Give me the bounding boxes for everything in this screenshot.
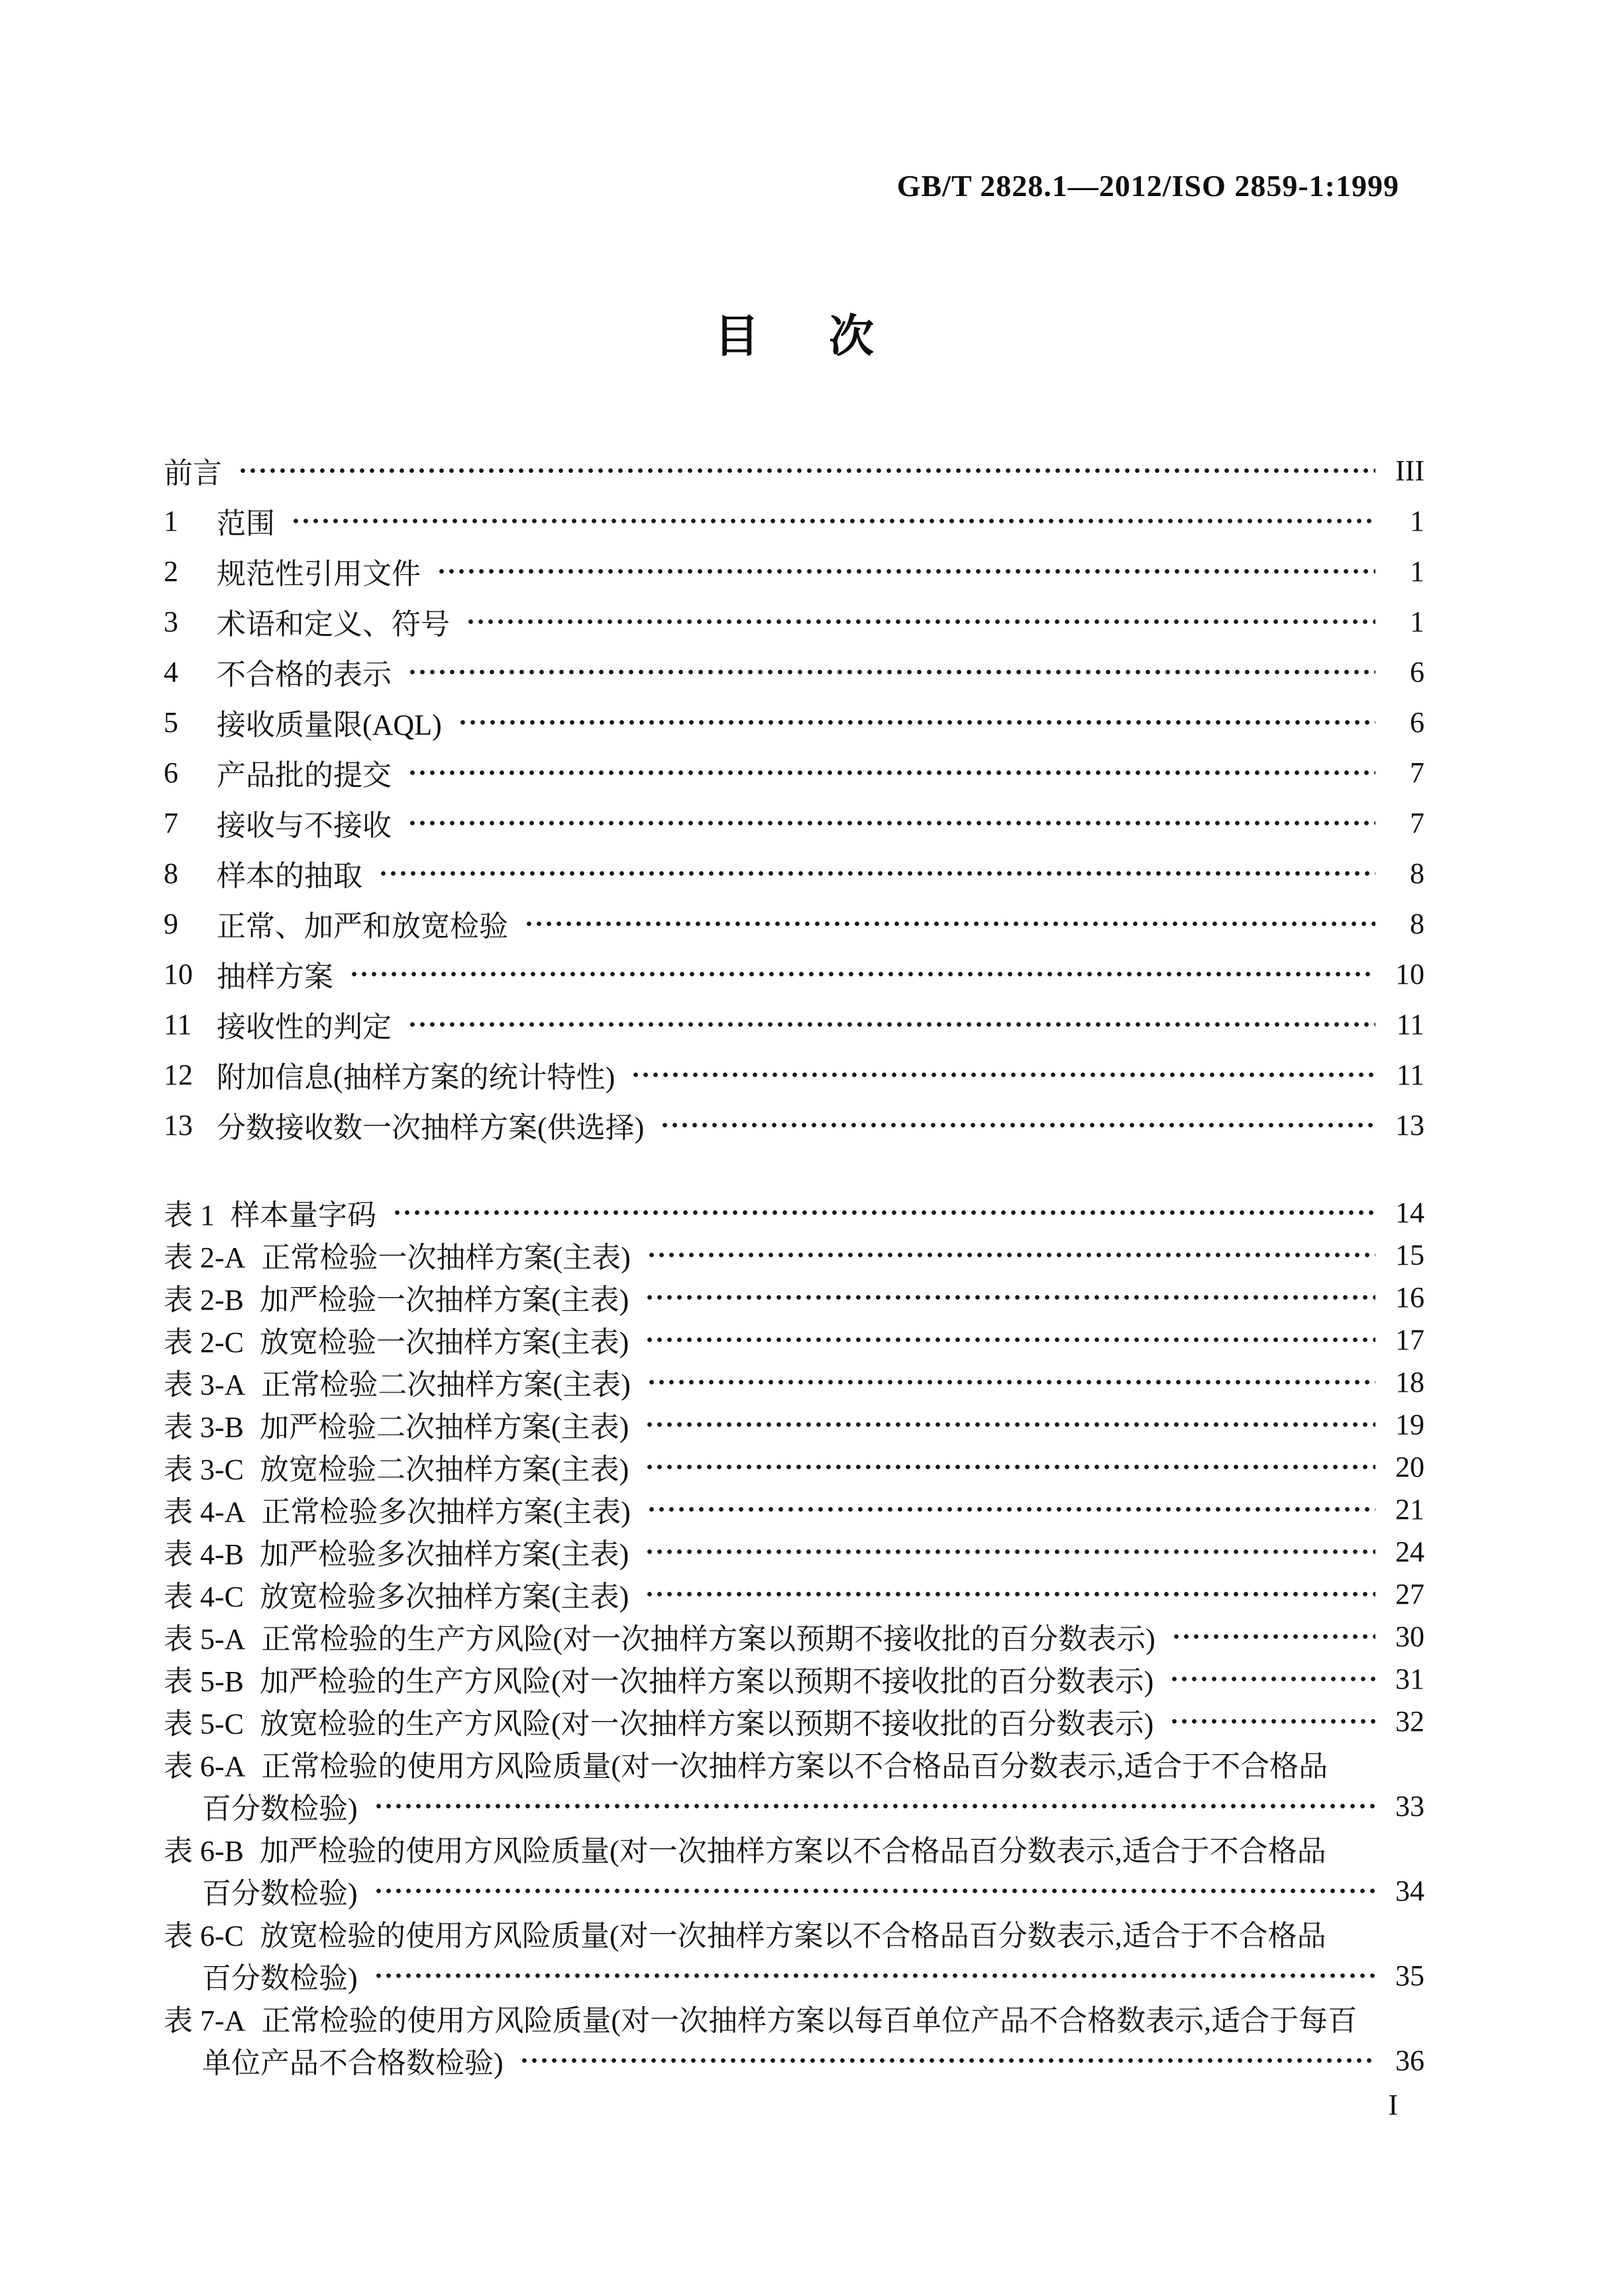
toc-entry-ch8 <box>164 848 1424 898</box>
toc-entry-label-continued: 百分数检验) <box>202 1877 358 1910</box>
toc-entry-number: 2 <box>164 554 178 588</box>
toc-entry-ch13 <box>164 1100 1424 1150</box>
toc-entry-label: 正常、加严和放宽检验 <box>217 910 508 943</box>
toc-entry-number: 11 <box>164 1008 192 1041</box>
toc-entry-page: 6 <box>1410 705 1424 739</box>
toc-entry-label: 抽样方案 <box>217 961 333 993</box>
dot-leader <box>647 1361 1375 1403</box>
toc-entry-label: 前言 <box>164 457 222 490</box>
dot-leader <box>645 1530 1375 1573</box>
dot-leader <box>645 1403 1375 1445</box>
toc-entry-label: 加严检验的使用方风险质量(对一次抽样方案以不合格品百分数表示,适合于不合格品 <box>260 1835 1326 1867</box>
toc-entry-number: 表 7-A <box>164 2005 246 2037</box>
dot-leader <box>437 546 1375 596</box>
toc-entry-page: 17 <box>1395 1323 1424 1356</box>
toc-entry-number: 1 <box>164 504 178 537</box>
toc-entry-page: 10 <box>1395 957 1424 990</box>
toc-entry-number: 表 6-B <box>164 1835 244 1867</box>
toc-entry-label: 规范性引用文件 <box>217 558 421 590</box>
toc-entry-page: 32 <box>1395 1704 1424 1738</box>
toc-entry-number: 4 <box>164 655 178 688</box>
toc-entry-number: 表 1 <box>164 1199 215 1231</box>
toc-entry-ch5 <box>164 697 1424 747</box>
toc-entry-table-2c <box>164 1318 1424 1361</box>
toc-entry-page: 27 <box>1395 1577 1424 1610</box>
toc-entry-label: 正常检验多次抽样方案(主表) <box>261 1496 631 1528</box>
dot-leader <box>1169 1700 1375 1742</box>
dot-leader <box>291 496 1375 546</box>
toc-entry-ch6 <box>164 747 1424 798</box>
toc-entry-page: 13 <box>1395 1108 1424 1141</box>
toc-entry-label: 接收性的判定 <box>217 1011 392 1043</box>
toc-entry-number: 10 <box>164 957 193 990</box>
dot-leader <box>466 596 1375 647</box>
toc-entry-number: 8 <box>164 857 178 890</box>
toc-entry-page: 1 <box>1410 605 1424 638</box>
toc-entry-label: 放宽检验一次抽样方案(主表) <box>260 1326 629 1359</box>
toc-chapter-list <box>164 445 1424 1150</box>
toc-entry-label: 附加信息(抽样方案的统计特性) <box>217 1061 615 1094</box>
toc-entry-page: 18 <box>1395 1365 1424 1398</box>
toc-entry-page: 6 <box>1410 655 1424 688</box>
toc-entry-number: 表 4-A <box>164 1496 246 1528</box>
dot-leader <box>374 1785 1375 1827</box>
toc-entry-table-5a <box>164 1615 1424 1657</box>
toc-entry-table-2a <box>164 1233 1424 1276</box>
dot-leader <box>378 848 1375 898</box>
toc-entry-ch4 <box>164 647 1424 697</box>
toc-entry-number: 表 4-C <box>164 1581 244 1613</box>
toc-entry-ch7 <box>164 798 1424 848</box>
footer-page-number: I <box>1388 2089 1398 2121</box>
dot-leader <box>524 898 1375 949</box>
dot-leader <box>407 798 1375 848</box>
toc-entry-table-4b <box>164 1530 1424 1573</box>
toc-entry-number: 表 5-A <box>164 1623 246 1655</box>
toc-entry-page: 8 <box>1410 907 1424 940</box>
toc-entry-label: 放宽检验的生产方风险(对一次抽样方案以预期不接收批的百分数表示) <box>260 1708 1154 1740</box>
toc-entry-table-5c <box>164 1700 1424 1742</box>
toc-entry-ch9 <box>164 898 1424 949</box>
toc-entry-table-5b <box>164 1657 1424 1700</box>
toc-entry-foreword <box>164 445 1424 496</box>
toc-entry-label: 样本量字码 <box>231 1199 376 1231</box>
toc-table-list <box>164 1191 1424 2081</box>
dot-leader <box>647 1488 1375 1530</box>
dot-leader <box>349 949 1375 999</box>
toc-entry-page: 34 <box>1395 1874 1424 1907</box>
toc-entry-table-4a <box>164 1488 1424 1530</box>
toc-entry-label: 正常检验二次抽样方案(主表) <box>261 1369 631 1401</box>
toc-entry-number: 3 <box>164 605 178 638</box>
toc-entry-label: 正常检验的使用方风险质量(对一次抽样方案以不合格品百分数表示,适合于不合格品 <box>261 1750 1328 1783</box>
dot-leader <box>407 747 1375 798</box>
toc-entry-label: 产品批的提交 <box>217 759 392 792</box>
toc-entry-number: 表 3-A <box>164 1369 246 1401</box>
toc-entry-table-3a <box>164 1361 1424 1403</box>
toc-entry-label: 加严检验二次抽样方案(主表) <box>260 1411 629 1443</box>
dot-leader <box>407 999 1375 1049</box>
toc-entry-label-continued: 百分数检验) <box>202 1962 358 1995</box>
toc-entry-page: 20 <box>1395 1450 1424 1483</box>
dot-leader <box>374 1869 1375 1912</box>
toc-entry-number: 13 <box>164 1108 193 1141</box>
toc-entry-ch11 <box>164 999 1424 1049</box>
toc-entry-label: 接收质量限(AQL) <box>217 709 442 741</box>
toc-entry-table-6b <box>164 1827 1424 1912</box>
toc-entry-label: 加严检验一次抽样方案(主表) <box>260 1284 629 1316</box>
toc-entry-label: 正常检验的生产方风险(对一次抽样方案以预期不接收批的百分数表示) <box>261 1623 1155 1655</box>
toc-entry-table-1 <box>164 1191 1424 1233</box>
toc-entry-ch12 <box>164 1049 1424 1100</box>
standard-code: GB/T 2828.1—2012/ISO 2859-1:1999 <box>896 169 1399 203</box>
toc-entry-ch2 <box>164 546 1424 596</box>
toc-entry-page: 33 <box>1395 1789 1424 1822</box>
toc-entry-table-4c <box>164 1573 1424 1615</box>
toc-entry-number: 表 2-B <box>164 1284 244 1316</box>
toc-entry-page: 19 <box>1395 1408 1424 1441</box>
dot-leader <box>392 1191 1375 1233</box>
toc-entry-number: 表 2-C <box>164 1326 244 1359</box>
toc-entry-number: 12 <box>164 1058 193 1091</box>
toc-entry-label: 接收与不接收 <box>217 809 392 842</box>
toc-entry-page: 16 <box>1395 1280 1424 1314</box>
toc-entry-table-3c <box>164 1445 1424 1488</box>
dot-leader <box>631 1049 1375 1100</box>
dot-leader <box>519 2039 1375 2081</box>
toc-entry-page: 11 <box>1396 1008 1424 1041</box>
toc-entry-table-7a <box>164 1997 1424 2081</box>
toc-entry-page: 21 <box>1395 1492 1424 1526</box>
dot-leader <box>645 1573 1375 1615</box>
dot-leader <box>645 1276 1375 1318</box>
toc-entry-ch10 <box>164 949 1424 999</box>
toc-entry-number: 表 5-B <box>164 1665 244 1698</box>
toc-entry-label: 范围 <box>217 507 275 540</box>
toc-entry-table-2b <box>164 1276 1424 1318</box>
toc-entry-ch1 <box>164 496 1424 546</box>
toc-entry-number: 表 3-B <box>164 1411 244 1443</box>
dot-leader <box>407 647 1375 697</box>
toc-entry-number: 6 <box>164 756 178 789</box>
toc-entry-number: 5 <box>164 705 178 739</box>
dot-leader <box>1169 1657 1375 1700</box>
toc-entry-number: 表 4-B <box>164 1538 244 1571</box>
toc-entry-page: 15 <box>1395 1238 1424 1271</box>
toc-entry-label: 术语和定义、符号 <box>217 608 450 641</box>
toc-entry-page: 7 <box>1410 806 1424 839</box>
toc-entry-page: 24 <box>1395 1535 1424 1568</box>
toc-entry-table-6a <box>164 1742 1424 1827</box>
toc-entry-page: 14 <box>1395 1196 1424 1229</box>
dot-leader <box>647 1233 1375 1276</box>
toc-entry-page: III <box>1395 454 1424 487</box>
toc-entry-number: 9 <box>164 907 178 940</box>
toc-entry-label-continued: 百分数检验) <box>202 1793 358 1825</box>
toc-entry-page: 31 <box>1395 1662 1424 1695</box>
table-of-contents <box>164 445 1424 2081</box>
dot-leader <box>645 1445 1375 1488</box>
toc-entry-label: 放宽检验的使用方风险质量(对一次抽样方案以不合格品百分数表示,适合于不合格品 <box>260 1920 1326 1952</box>
toc-entry-label: 分数接收数一次抽样方案(供选择) <box>217 1112 645 1144</box>
toc-entry-number: 表 5-C <box>164 1708 244 1740</box>
toc-entry-page: 11 <box>1396 1058 1424 1091</box>
toc-entry-number: 表 6-C <box>164 1920 244 1952</box>
toc-entry-number: 表 2-A <box>164 1241 246 1274</box>
toc-entry-page: 36 <box>1395 2044 1424 2077</box>
toc-entry-label: 正常检验一次抽样方案(主表) <box>261 1241 631 1274</box>
toc-entry-number: 7 <box>164 806 178 839</box>
toc-entry-table-3b <box>164 1403 1424 1445</box>
toc-entry-page: 1 <box>1410 504 1424 537</box>
toc-entry-label: 放宽检验二次抽样方案(主表) <box>260 1453 629 1486</box>
toc-entry-page: 30 <box>1395 1620 1424 1653</box>
toc-entry-number: 表 6-A <box>164 1750 246 1783</box>
dot-leader <box>374 1954 1375 1997</box>
toc-entry-table-6c <box>164 1912 1424 1997</box>
toc-entry-page: 35 <box>1395 1959 1424 1992</box>
dot-leader <box>238 445 1375 496</box>
dot-leader <box>645 1318 1375 1361</box>
toc-entry-number: 表 3-C <box>164 1453 244 1486</box>
dot-leader <box>458 697 1375 747</box>
toc-entry-label: 加严检验多次抽样方案(主表) <box>260 1538 629 1571</box>
dot-leader <box>1171 1615 1375 1657</box>
toc-entry-label: 不合格的表示 <box>217 658 392 691</box>
toc-entry-label-continued: 单位产品不合格数检验) <box>202 2047 504 2079</box>
toc-entry-label: 样本的抽取 <box>217 860 362 892</box>
toc-entry-page: 7 <box>1410 756 1424 789</box>
toc-entry-label: 正常检验的使用方风险质量(对一次抽样方案以每百单位产品不合格数表示,适合于每百 <box>261 2005 1358 2037</box>
toc-entry-label: 放宽检验多次抽样方案(主表) <box>260 1581 629 1613</box>
toc-entry-page: 1 <box>1410 554 1424 588</box>
toc-entry-page: 8 <box>1410 857 1424 890</box>
dot-leader <box>660 1100 1375 1150</box>
toc-entry-label: 加严检验的生产方风险(对一次抽样方案以预期不接收批的百分数表示) <box>260 1665 1154 1698</box>
toc-entry-ch3 <box>164 596 1424 647</box>
page-title: 目 次 <box>714 311 874 362</box>
